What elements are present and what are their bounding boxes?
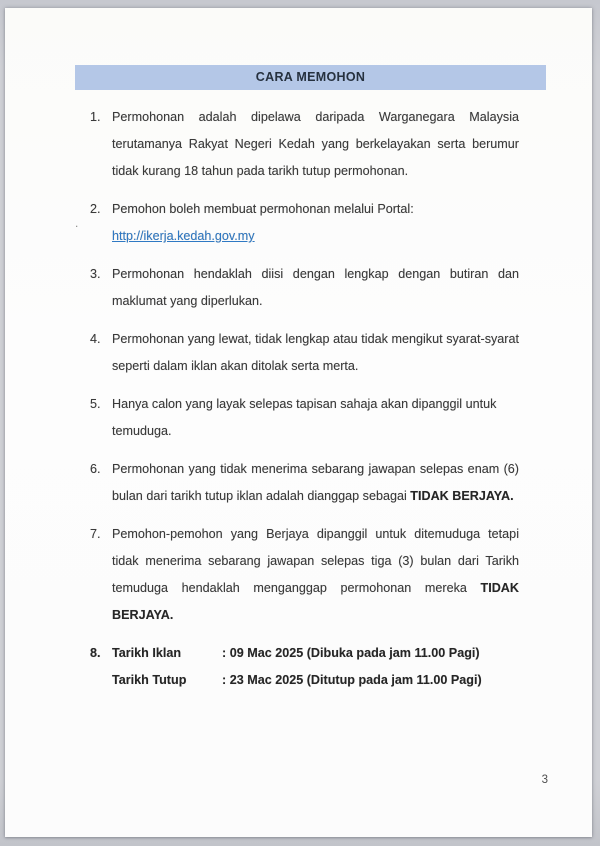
list-item-text: Permohonan hendaklah diisi dengan lengkap dengan butiran dan maklumat yang diperlukan.: [112, 267, 519, 308]
closing-date-row: [112, 667, 519, 694]
list-item-number: 5.: [90, 397, 101, 411]
emphasis-tidak-berjaya: TIDAK BERJAYA.: [410, 489, 514, 503]
section-title: CARA MEMOHON: [255, 70, 366, 84]
list-item-number: 2.: [90, 202, 101, 216]
list-item-text: [112, 521, 519, 629]
list-item-text-before-bold: Permohonan yang tidak menerima sebarang jawapan selepas enam (6) bulan dari tarikh tutup iklan adalah dianggap sebagai: [112, 462, 519, 503]
advert-date-label: Tarikh Iklan: [112, 646, 182, 660]
portal-link[interactable]: http://ikerja.kedah.gov.my: [112, 229, 255, 243]
document-page: [5, 8, 592, 837]
list-item-text-before-bold: Pemohon-pemohon yang Berjaya dipanggil untuk ditemuduga tetapi tidak menerima sebarang jawapan selepas tiga (3) bulan dari Tarikh temuduga hendaklah menganggap permohonan mereka: [112, 527, 519, 595]
closing-date-label: Tarikh Tutup: [112, 673, 187, 687]
list-item-number: 7.: [90, 527, 101, 541]
list-item-7: [5, 521, 592, 629]
advert-date-row: [112, 640, 519, 667]
list-item-text: Hanya calon yang layak selepas tapisan sahaja akan dipanggil untuk temuduga.: [112, 397, 497, 438]
closing-date-value: : 23 Mac 2025 (Ditutup pada jam 11.00 Pagi): [222, 673, 482, 687]
list-item-text: [112, 196, 519, 250]
list-item-text: [112, 456, 519, 510]
date-table: [112, 640, 519, 694]
list-item-number: 6.: [90, 462, 101, 476]
advert-date-value: : 09 Mac 2025 (Dibuka pada jam 11.00 Pagi): [222, 646, 480, 660]
list-item-number: 8.: [90, 646, 101, 660]
list-item-6: [5, 456, 592, 510]
stray-ink-mark: .: [75, 216, 79, 230]
list-item-1: [5, 104, 592, 185]
list-item-number: 3.: [90, 267, 101, 281]
list-item-4: [5, 326, 592, 380]
list-item-number: 1.: [90, 110, 101, 124]
list-item-text: Permohonan adalah dipelawa daripada Warganegara Malaysia terutamanya Rakyat Negeri Kedah yang berkelayakan serta berumur tidak kurang 18 tahun pada tarikh tutup permohonan.: [112, 110, 519, 178]
emphasis-tidak-berjaya: TIDAK BERJAYA.: [112, 581, 519, 622]
list-item-3: [5, 261, 592, 315]
list-item-number: 4.: [90, 332, 101, 346]
list-item-text-before-link: Pemohon boleh membuat permohonan melalui Portal:: [112, 202, 414, 216]
list-item-8: [5, 640, 592, 694]
instruction-list: [5, 104, 592, 705]
section-title-bar: [75, 65, 546, 90]
page-number: 3: [541, 774, 548, 786]
list-item-2: [5, 196, 592, 250]
list-item-5: [5, 391, 592, 445]
list-item-text: Permohonan yang lewat, tidak lengkap atau tidak mengikut syarat-syarat seperti dalam iklan akan ditolak serta merta.: [112, 332, 519, 373]
